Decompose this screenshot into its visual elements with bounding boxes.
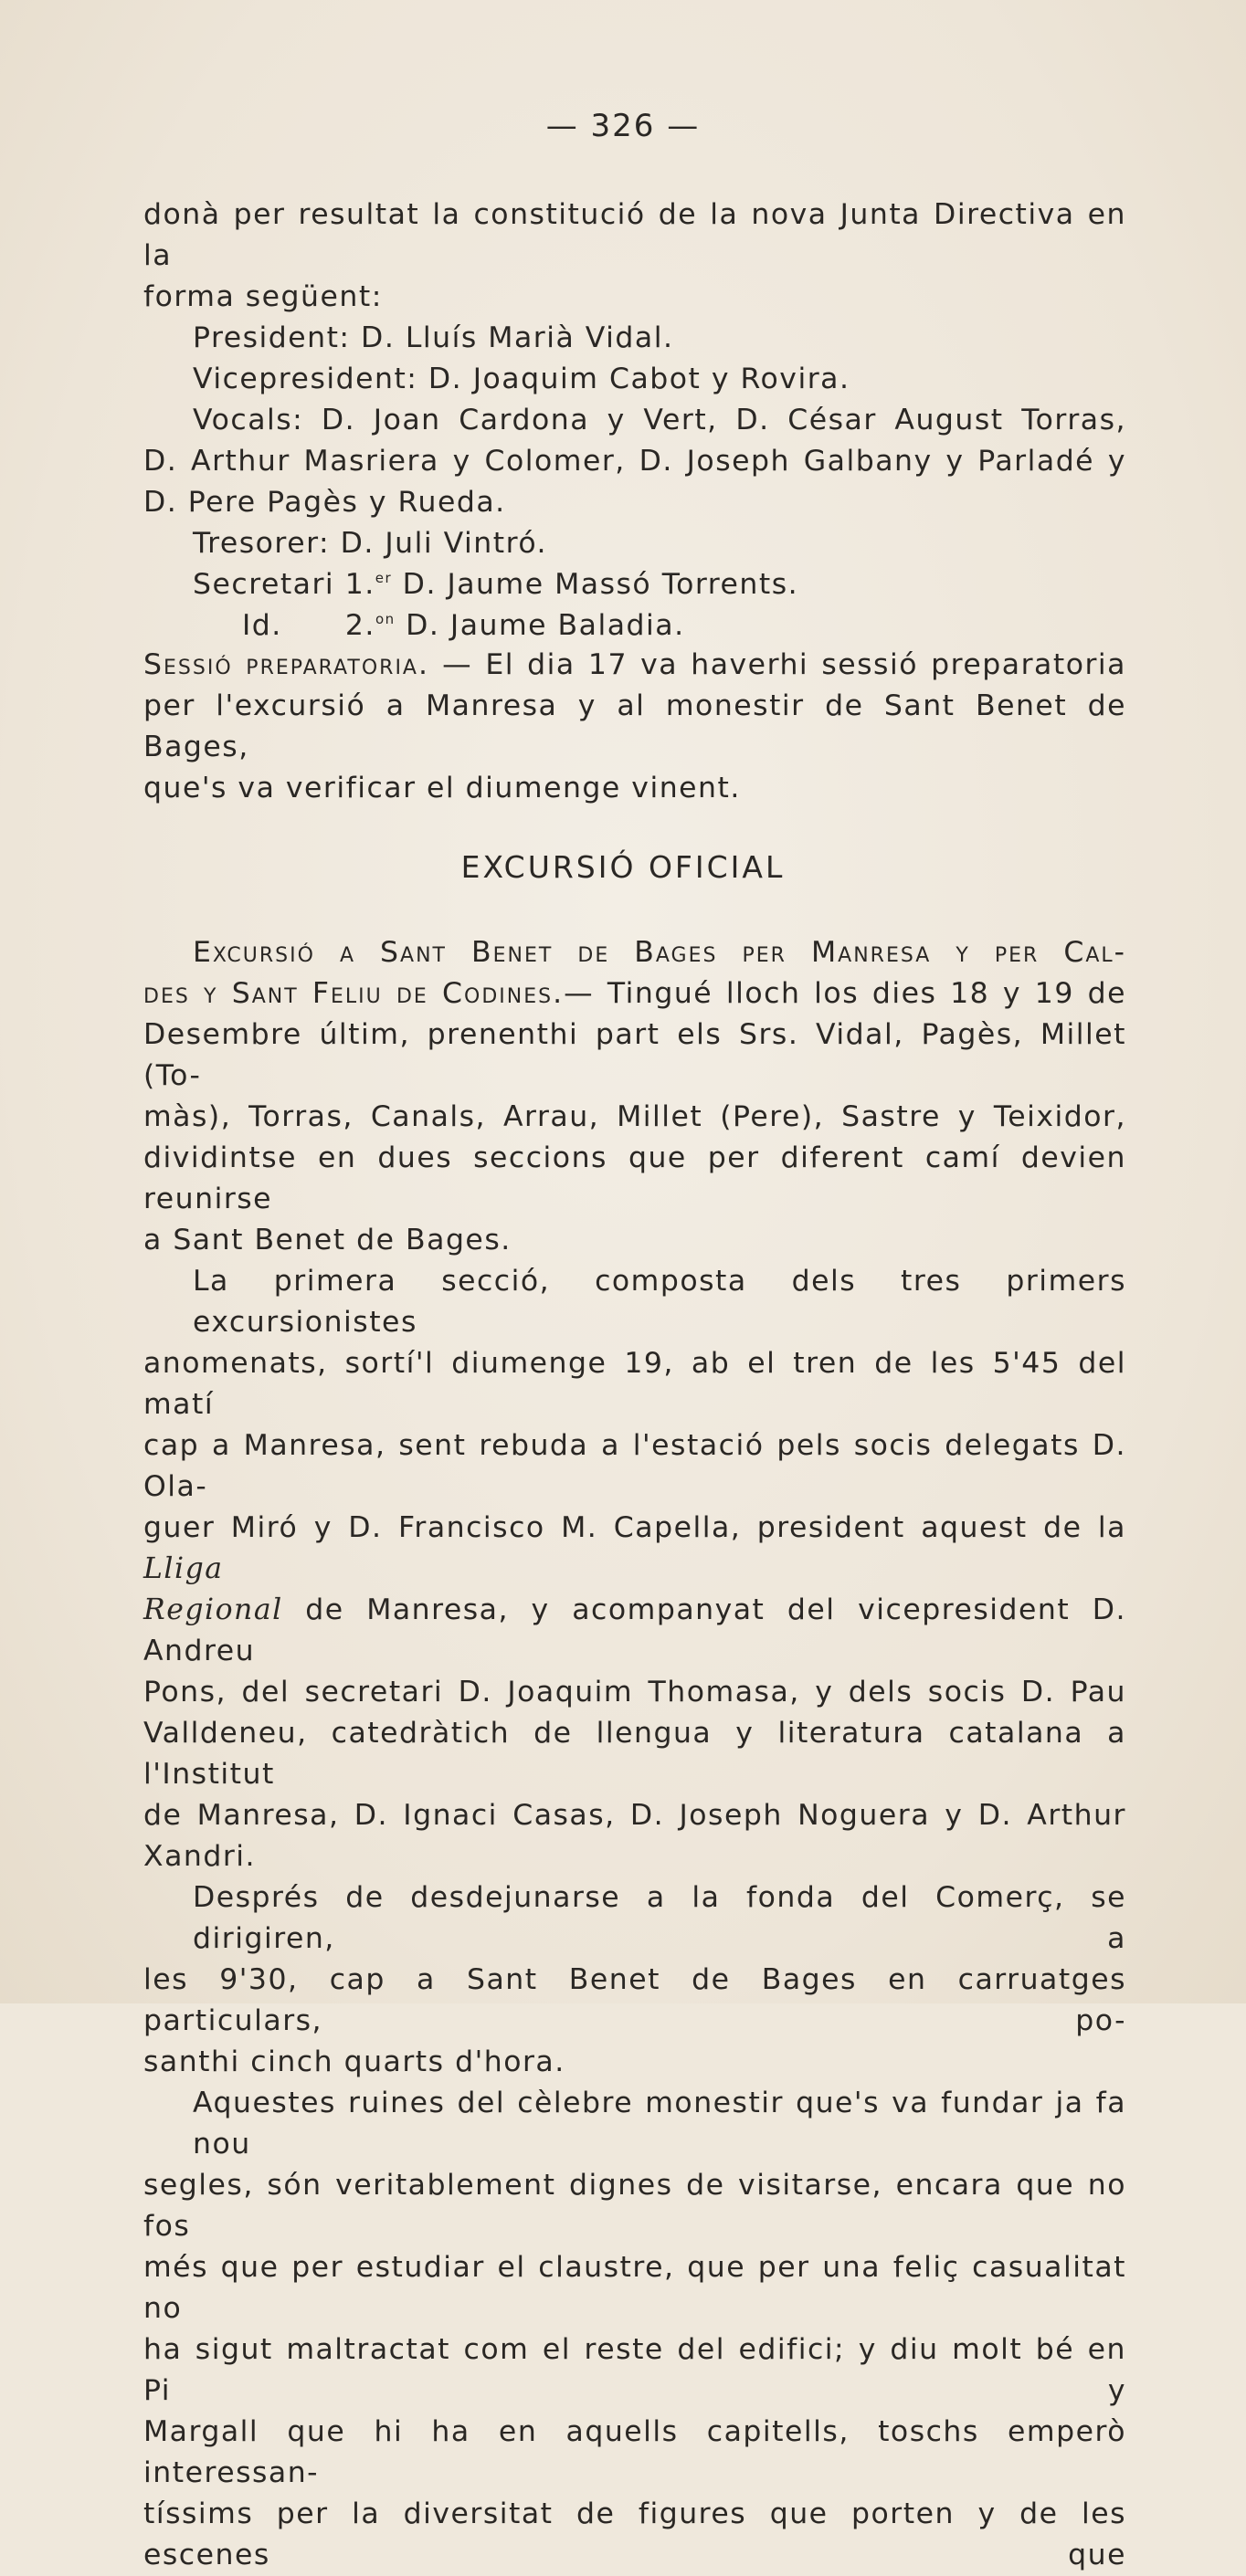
p2-line-6: Pons, del secretari D. Joaquim Thomasa, y dels socis D. Pau	[143, 1676, 1126, 1709]
p2-line-8: de Manresa, D. Ignaci Casas, D. Joseph Noguera y D. Arthur	[143, 1799, 1126, 1832]
p4-line-1: Aquestes ruines del cèlebre monestir que's va fundar ja fa nou	[193, 2087, 1126, 2161]
p3-line-2: les 9'30, cap a Sant Benet de Bages en carruatges particulars, po-	[143, 1963, 1126, 2037]
p1-line-4: màs), Torras, Canals, Arrau, Millet (Pere), Sastre y Teixidor,	[143, 1100, 1126, 1133]
tresorer-line: Tresorer: D. Juli Vintró.	[193, 527, 548, 560]
p4-line-5: Margall que hi ha en aquells capitells, toschs emperò interessan-	[143, 2415, 1126, 2489]
p2-line-4-italic: Lliga	[143, 1552, 224, 1585]
p1-line-6: a Sant Benet de Bages.	[143, 1224, 512, 1256]
p4-line-4: ha sigut maltractat com el reste del edifici; y diu molt bé en Pi y	[143, 2333, 1126, 2407]
secretari-1-name: D. Jaume Massó Torrents.	[392, 568, 799, 601]
p2-line-4	[143, 1508, 1126, 1590]
p3-line-1: Després de desdejunarse a la fonda del Comerç, se dirigiren, a	[193, 1881, 1126, 1955]
p2-line-5-italic: Regional	[143, 1593, 283, 1626]
p4-line-2: segles, són veritablement dignes de visitarse, encara que no fos	[143, 2169, 1126, 2243]
excursio-title-line-2	[143, 973, 1126, 1015]
sessio-line-1-text: — El dia 17 va haverhi sessió preparatoria	[429, 648, 1126, 681]
p2-line-3: cap a Manresa, sent rebuda a l'estació pels socis delegats D. Ola-	[143, 1429, 1126, 1503]
excursio-section	[143, 932, 1126, 2576]
excursio-title-line-2-sc: des y Sant Feliu de Codines.	[143, 977, 565, 1010]
sessio-line-2: per l'excursió a Manresa y al monestir de Sant Benet de Bages,	[143, 689, 1126, 763]
p3-line-3: santhi cinch quarts d'hora.	[143, 2045, 565, 2078]
sessio-section	[143, 645, 1126, 809]
secretari-1-label: Secretari 1.	[193, 568, 375, 601]
vocals-line-3: D. Pere Pagès y Rueda.	[143, 486, 506, 519]
p2-line-5	[143, 1590, 1126, 1672]
junta-section	[143, 195, 1126, 647]
sessio-line-3: que's va verificar el diumenge vinent.	[143, 772, 741, 804]
secretari-2-ordinal: on	[375, 611, 396, 627]
president-line: President: D. Lluís Marià Vidal.	[193, 321, 674, 354]
excursio-title-line-1: Excursió a Sant Benet de Bages per Manresa y per Cal-	[193, 936, 1126, 969]
secretari-1-line	[143, 564, 1126, 605]
vocals-line-2: D. Arthur Masriera y Colomer, D. Joseph Galbany y Parladé y	[143, 445, 1126, 478]
junta-intro-line-1: donà per resultat la constitució de la nova Junta Directiva en la	[143, 198, 1126, 272]
sessio-label: Sessió preparatoria.	[143, 648, 429, 681]
p1-line-3: Desembre últim, prenenthi part els Srs. Vidal, Pagès, Millet (To-	[143, 1018, 1126, 1092]
page-number: — 326 —	[545, 108, 701, 144]
p2-line-4-text: guer Miró y D. Francisco M. Capella, president aquest de la	[143, 1511, 1126, 1544]
p2-line-9: Xandri.	[143, 1840, 257, 1873]
p2-line-5-text: de Manresa, y acompanyat del vicepresident D. Andreu	[143, 1593, 1126, 1667]
p1-line-5: dividintse en dues seccions que per diferent camí devien reunirse	[143, 1141, 1126, 1215]
secretari-2-line	[143, 605, 1126, 647]
secretari-2-name: D. Jaume Baladia.	[395, 609, 685, 642]
p4-line-6: tíssims per la diversitat de figures que porten y de les escenes que	[143, 2497, 1126, 2571]
excursio-title-line-2-text: — Tingué lloch los dies 18 y 19 de	[564, 977, 1126, 1010]
p2-line-2: anomenats, sortí'l diumenge 19, ab el tren de les 5'45 del matí	[143, 1347, 1126, 1421]
secretari-2-label: Id. 2.	[242, 609, 375, 642]
p2-line-7: Valldeneu, catedràtich de llengua y literatura catalana a l'Institut	[143, 1717, 1126, 1791]
vicepresident-line: Vicepresident: D. Joaquim Cabot y Rovira.	[193, 363, 850, 395]
vocals-line-1: Vocals: D. Joan Cardona y Vert, D. César August Torras,	[193, 404, 1126, 436]
secretari-1-ordinal: er	[375, 570, 393, 586]
p2-line-1: La primera secció, composta dels tres primers excursionistes	[193, 1265, 1126, 1339]
p4-line-3: més que per estudiar el claustre, que per una feliç casualitat no	[143, 2251, 1126, 2325]
junta-intro-line-2: forma següent:	[143, 280, 383, 313]
section-heading: EXCURSIÓ OFICIAL	[460, 849, 786, 885]
sessio-line-1	[143, 645, 1126, 686]
